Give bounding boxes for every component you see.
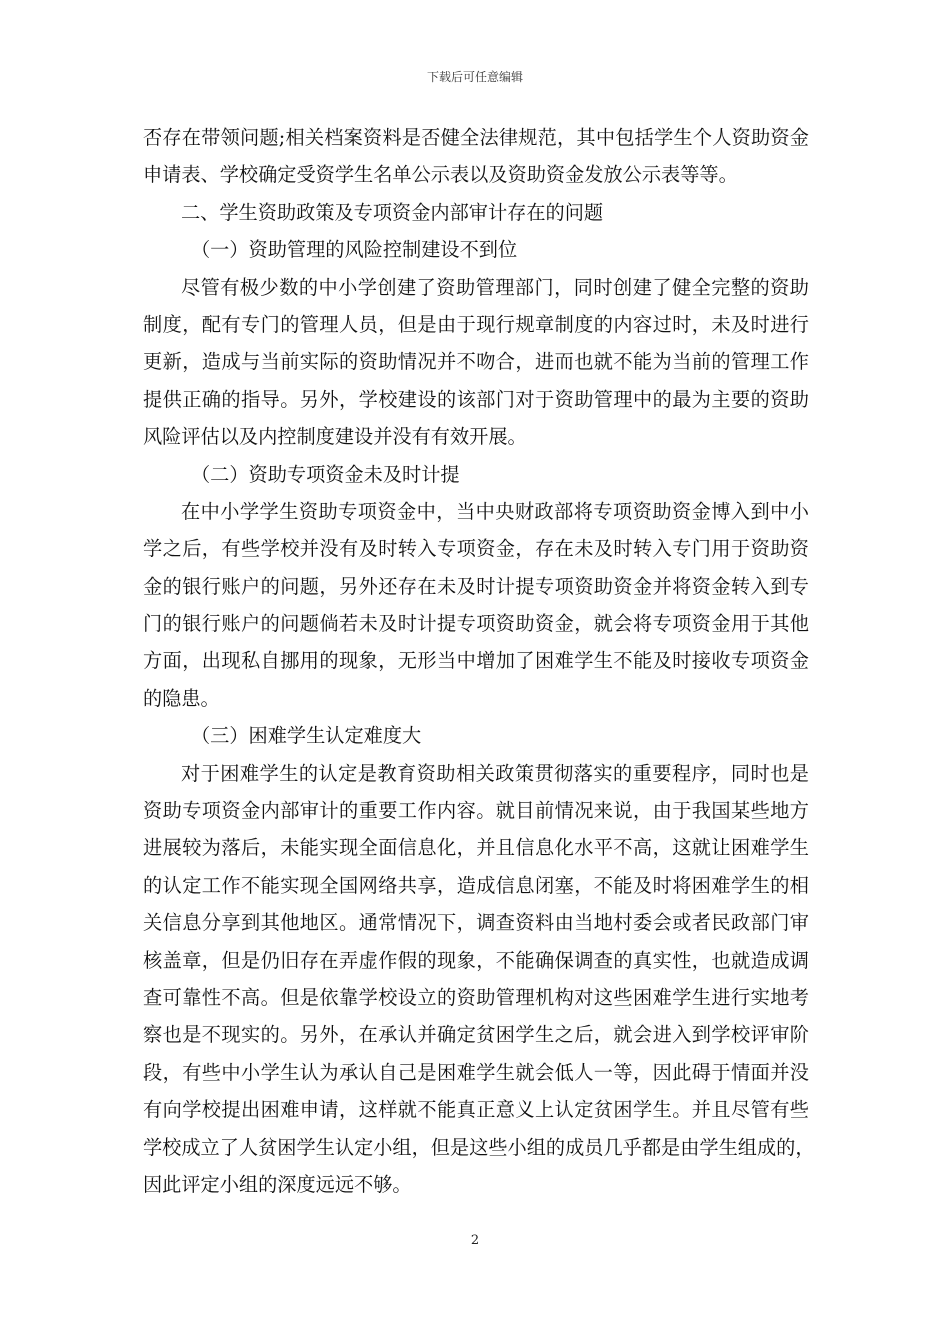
body-line: 有向学校提出困难申请，这样就不能真正意义上认定贫困学生。并且尽管有些: [143, 1098, 809, 1122]
body-line: 对于困难学生的认定是教育资助相关政策贯彻落实的重要程序，同时也是: [181, 761, 809, 785]
body-line: 的隐患。: [143, 686, 220, 710]
body-line: 学校成立了人贫困学生认定小组，但是这些小组的成员几乎都是由学生组成的，: [143, 1135, 815, 1159]
body-line: 尽管有极少数的中小学创建了资助管理部门，同时创建了健全完整的资助: [181, 275, 809, 299]
body-line: 风险评估以及内控制度建设并没有有效开展。: [143, 425, 527, 449]
page-number: 2: [470, 1233, 480, 1248]
body-line: 门的银行账户的问题倘若未及时计提专项资助资金，就会将专项资金用于其他: [143, 612, 809, 636]
body-line: 申请表、学校确定受资学生名单公示表以及资助资金发放公示表等等。: [143, 163, 738, 187]
body-line: 因此评定小组的深度远远不够。: [143, 1172, 412, 1196]
body-line: 核盖章，但是仍旧存在弄虚作假的现象，不能确保调查的真实性，也就造成调: [143, 948, 809, 972]
subsection-heading: （三）困难学生认定难度大: [191, 724, 422, 748]
body-line: 资助专项资金内部审计的重要工作内容。就目前情况来说，由于我国某些地方: [143, 799, 809, 823]
body-line: 学之后，有些学校并没有及时转入专项资金，存在未及时转入专门用于资助资: [143, 537, 809, 561]
body-line: 察也是不现实的。另外，在承认并确定贫困学生之后，就会进入到学校评审阶: [143, 1023, 809, 1047]
page-header: 下载后可任意编辑: [426, 70, 523, 84]
section-heading: 二、学生资助政策及专项资金内部审计存在的问题: [181, 200, 604, 224]
document-body: [143, 119, 815, 1203]
body-line: 进展较为落后，未能实现全面信息化，并且信息化水平不高，这就让困难学生: [143, 836, 809, 860]
body-line: 更新，造成与当前实际的资助情况并不吻合，进而也就不能为当前的管理工作: [143, 350, 809, 374]
body-line: 制度，配有专门的管理人员，但是由于现行规章制度的内容过时，未及时进行: [143, 312, 809, 336]
body-line: 否存在带领问题;相关档案资料是否健全法律规范，其中包括学生个人资助资金: [143, 126, 809, 149]
body-line: 提供正确的指导。另外，学校建设的该部门对于资助管理中的最为主要的资助: [143, 387, 809, 411]
body-line: 关信息分享到其他地区。通常情况下，调查资料由当地村委会或者民政部门审: [143, 911, 809, 935]
body-line: 的认定工作不能实现全国网络共享，造成信息闭塞，不能及时将困难学生的相: [143, 873, 809, 897]
body-line: 查可靠性不高。但是依靠学校设立的资助管理机构对这些困难学生进行实地考: [143, 985, 809, 1009]
body-line: 在中小学学生资助专项资金中，当中央财政部将专项资助资金博入到中小: [181, 499, 809, 523]
body-line: 方面，出现私自挪用的现象，无形当中增加了困难学生不能及时接收专项资金: [143, 649, 809, 673]
subsection-heading: （一）资助管理的风险控制建设不到位: [191, 238, 518, 262]
subsection-heading: （二）资助专项资金未及时计提: [191, 462, 460, 486]
body-line: 段，有些中小学生认为承认自己是困难学生就会低人一等，因此碍于情面并没: [143, 1060, 809, 1084]
body-line: 金的银行账户的问题，另外还存在未及时计提专项资助资金并将资金转入到专: [143, 574, 809, 598]
